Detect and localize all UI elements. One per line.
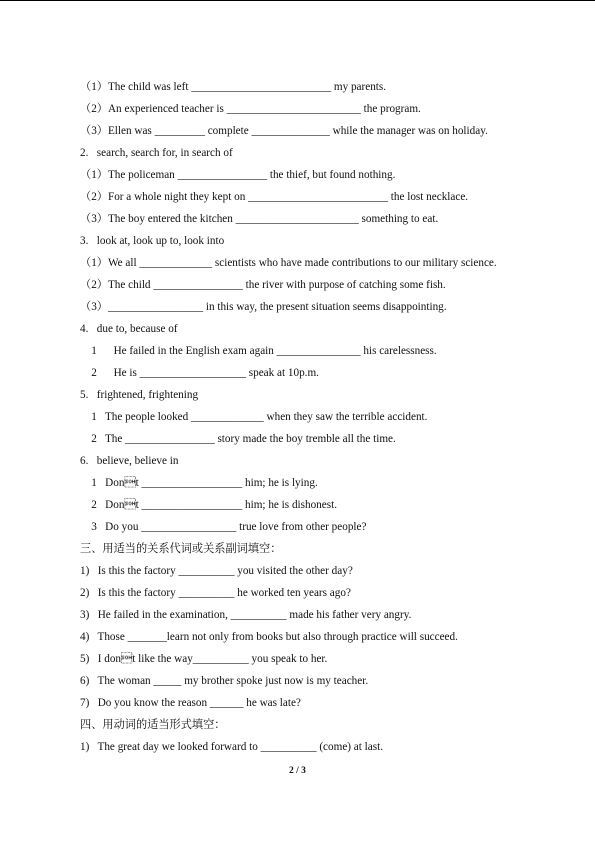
section-heading: 6. believe, believe in (80, 455, 179, 467)
exercise-line: 6) The woman _____ my brother spoke just now is my teacher. (80, 675, 369, 687)
exercise-line: （3）The boy entered the kitchen ______________________ something to eat. (80, 213, 439, 225)
page-number: 2 / 3 (289, 766, 306, 776)
exercise-line: 2 The ________________ story made the boy tremble all the time. (80, 433, 396, 445)
exercise-line: 1 Dont __________________ him; he is lying. (80, 477, 318, 489)
exercise-line: （1）The child was left _________________________ my parents. (80, 81, 387, 93)
exercise-line: 1 The people looked _____________ when they saw the terrible accident. (80, 411, 428, 423)
top-border-line (0, 0, 595, 1)
part-heading: 四、用动词的适当形式填空： (80, 719, 226, 731)
exercise-line: 2) Is this the factory __________ he worked ten years ago? (80, 587, 351, 599)
exercise-line: （1）The policeman ________________ the thief, but found nothing. (80, 169, 396, 181)
section-heading: 5. frightened, frightening (80, 389, 199, 401)
exercise-line: 2 He is ___________________ speak at 10p.m. (80, 367, 319, 379)
exercise-line: （3）Ellen was _________ complete ______________ while the manager was on holiday. (80, 125, 488, 137)
exercise-line: 3 Do you _________________ true love from other people? (80, 521, 367, 533)
exercise-line: （2）For a whole night they kept on _________________________ the lost necklace. (80, 191, 469, 203)
exercise-line: 7) Do you know the reason ______ he was late? (80, 697, 301, 709)
section-heading: 3. look at, look up to, look into (80, 235, 225, 247)
section-heading: 2. search, search for, in search of (80, 147, 233, 159)
exercise-line: 5) I dont like the way__________ you speak to her. (80, 653, 328, 665)
part-heading: 三、用适当的关系代词或关系副词填空： (80, 543, 282, 555)
exercise-line: 4) Those _______learn not only from books but also through practice will succeed. (80, 631, 458, 643)
exercise-line: （3）_________________ in this way, the present situation seems disappointing. (80, 301, 447, 313)
exercise-line: 2 Dont __________________ him; he is dishonest. (80, 499, 338, 511)
exercise-line: 1 He failed in the English exam again _______________ his carelessness. (80, 345, 437, 357)
exercise-line: 1) Is this the factory __________ you visited the other day? (80, 565, 353, 577)
exercise-line: （2）An experienced teacher is ________________________ the program. (80, 103, 421, 115)
exercise-line: 3) He failed in the examination, __________ made his father very angry. (80, 609, 412, 621)
exercise-line: 1) The great day we looked forward to __________ (come) at last. (80, 741, 384, 753)
section-heading: 4. due to, because of (80, 323, 178, 335)
exercise-line: （2）The child ________________ the river with purpose of catching some fish. (80, 279, 446, 291)
exercise-line: （1）We all _____________ scientists who have made contributions to our military science. (80, 257, 497, 269)
